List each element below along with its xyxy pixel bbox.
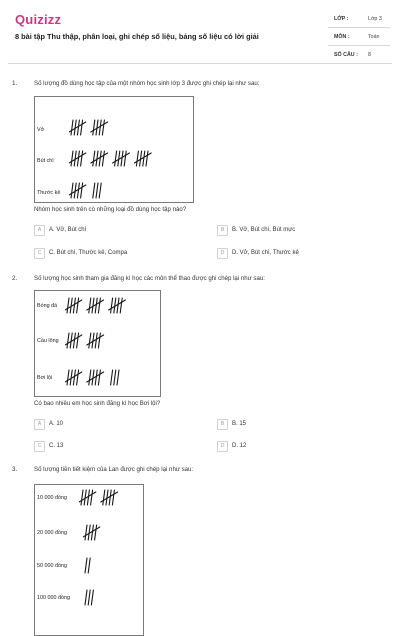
option-letter-box: A <box>34 419 45 430</box>
tally-stroke <box>111 370 113 385</box>
tally-stroke <box>73 333 75 348</box>
tally-stroke <box>77 151 79 166</box>
option-text: D. Vở, Bút chì, Thước kẻ <box>232 249 299 256</box>
tally-stroke <box>95 298 97 313</box>
tally-marks <box>69 119 121 137</box>
tally-stroke <box>77 120 79 135</box>
tally-stroke <box>88 558 90 573</box>
header-divider <box>8 63 392 64</box>
tally-label: Cầu lông <box>37 338 59 344</box>
tally-label: Bơi lội <box>37 375 53 381</box>
page-header <box>0 0 400 62</box>
tally-stroke <box>117 298 119 313</box>
tally-stroke <box>77 183 79 198</box>
sub-question: Có bao nhiêu em học sinh đăng kí học Bơi lội? <box>34 400 161 407</box>
tally-marks <box>69 182 108 200</box>
tally-table <box>34 290 161 397</box>
tally-stroke <box>143 151 145 166</box>
tally-stroke <box>71 120 73 135</box>
tally-stroke <box>103 490 105 505</box>
tally-stroke <box>91 525 93 540</box>
meta-value: 8 <box>368 52 371 58</box>
meta-info <box>328 10 390 63</box>
tally-drawing <box>69 182 108 200</box>
tally-stroke <box>89 333 91 348</box>
tally-drawing <box>83 557 97 575</box>
tally-stroke <box>121 151 123 166</box>
tally-drawing <box>83 589 101 607</box>
tally-table <box>34 484 144 636</box>
tally-stroke <box>95 333 97 348</box>
tally-stroke <box>81 490 83 505</box>
tally-stroke <box>73 298 75 313</box>
tally-stroke <box>117 370 119 385</box>
tally-label: Bóng đá <box>37 303 58 309</box>
tally-marks <box>65 297 138 315</box>
option-letter-box: C <box>34 441 45 452</box>
tally-stroke <box>99 183 101 198</box>
tally-drawing <box>65 297 138 315</box>
tally-drawing <box>65 332 117 350</box>
tally-stroke <box>89 298 91 313</box>
tally-stroke <box>91 490 93 505</box>
tally-marks <box>83 557 97 575</box>
tally-marks <box>69 150 164 168</box>
tally-stroke <box>120 298 122 313</box>
question-number: 1. <box>12 80 18 87</box>
tally-stroke <box>89 370 91 385</box>
option-text: C. Bút chì, Thước kẻ, Compa <box>49 249 128 256</box>
option-letter-box: D <box>217 441 228 452</box>
tally-drawing <box>79 489 131 507</box>
tally-stroke <box>77 333 79 348</box>
tally-stroke <box>112 490 114 505</box>
tally-table <box>34 96 194 203</box>
tally-stroke <box>95 525 97 540</box>
tally-stroke <box>99 120 101 135</box>
tally-stroke <box>98 333 100 348</box>
tally-stroke <box>93 120 95 135</box>
tally-stroke <box>81 120 83 135</box>
tally-stroke <box>77 370 79 385</box>
tally-stroke <box>71 151 73 166</box>
tally-label: 10 000 đồng <box>37 495 67 501</box>
tally-drawing <box>69 119 121 137</box>
tally-label: Vở <box>37 127 45 133</box>
tally-stroke <box>87 490 89 505</box>
tally-stroke <box>93 151 95 166</box>
question-text: Số lượng đồ dùng học tập của một nhóm học sinh lớp 3 được ghi chép lại như sau: <box>34 80 260 87</box>
meta-key: LỚP : <box>334 16 349 22</box>
option-letter-box: C <box>34 248 45 259</box>
tally-drawing <box>69 150 164 168</box>
tally-stroke <box>109 490 111 505</box>
question-text: Số lượng tiền tiết kiệm của Lan được ghi chép lại như sau: <box>34 466 194 473</box>
tally-label: 50 000 đồng <box>37 563 67 569</box>
tally-label: 20 000 đồng <box>37 530 67 536</box>
tally-stroke <box>102 151 104 166</box>
page-title: 8 bài tập Thu thập, phân loại, ghi chép số liệu, bảng số liệu có lời giải <box>15 32 259 41</box>
tally-label: Bút chì <box>37 158 54 164</box>
tally-stroke <box>93 183 95 198</box>
option-text: D. 12 <box>232 442 247 449</box>
tally-stroke <box>91 590 93 605</box>
tally-stroke <box>77 298 79 313</box>
option-letter-box: B <box>217 419 228 430</box>
tally-stroke <box>67 333 69 348</box>
tally-stroke <box>96 183 98 198</box>
tally-stroke <box>85 590 87 605</box>
tally-label: Thước kẻ <box>37 190 61 196</box>
tally-drawing <box>65 369 126 387</box>
tally-stroke <box>85 558 87 573</box>
tally-stroke <box>99 151 101 166</box>
option-letter-box: A <box>34 225 45 236</box>
tally-stroke <box>73 370 75 385</box>
tally-stroke <box>95 370 97 385</box>
tally-stroke <box>102 120 104 135</box>
quizizz-logo: Quizizz <box>15 12 62 27</box>
tally-stroke <box>98 298 100 313</box>
question-number: 3. <box>12 466 18 473</box>
question-number: 2. <box>12 275 18 282</box>
tally-drawing <box>83 524 113 542</box>
tally-stroke <box>124 151 126 166</box>
option-letter-box: B <box>217 225 228 236</box>
option-text: B. Vở, Bút chì, Bút mực <box>232 226 296 233</box>
tally-stroke <box>98 370 100 385</box>
meta-row-subject <box>328 28 390 46</box>
sub-question: Nhóm học sinh trên có những loại đồ dùng học tập nào? <box>34 206 187 213</box>
tally-stroke <box>111 298 113 313</box>
meta-value: Toán <box>368 34 380 40</box>
tally-stroke <box>71 183 73 198</box>
meta-key: SỐ CÂU : <box>334 52 358 58</box>
meta-key: MÔN : <box>334 34 350 40</box>
tally-stroke <box>136 151 138 166</box>
tally-stroke <box>85 525 87 540</box>
tally-stroke <box>67 298 69 313</box>
question-text: Số lượng học sinh tham gia đăng kí học các môn thể thao được ghi chép lại như sau: <box>34 275 265 282</box>
meta-row-count <box>328 46 390 63</box>
tally-marks <box>83 589 101 607</box>
tally-marks <box>65 369 126 387</box>
tally-label: 100 000 đồng <box>37 595 70 601</box>
tally-stroke <box>146 151 148 166</box>
tally-stroke <box>81 183 83 198</box>
option-text: A. Vở, Bút chì <box>49 226 87 233</box>
option-text: B. 15 <box>232 420 247 427</box>
tally-stroke <box>88 590 90 605</box>
tally-stroke <box>114 370 116 385</box>
tally-stroke <box>81 151 83 166</box>
tally-stroke <box>67 370 69 385</box>
option-text: A. 10 <box>49 420 64 427</box>
tally-marks <box>83 524 113 542</box>
meta-value: Lớp 3 <box>368 16 382 22</box>
option-letter-box: D <box>217 248 228 259</box>
option-text: C. 13 <box>49 442 64 449</box>
tally-marks <box>79 489 131 507</box>
tally-marks <box>65 332 117 350</box>
tally-stroke <box>115 151 117 166</box>
meta-row-class <box>328 10 390 28</box>
